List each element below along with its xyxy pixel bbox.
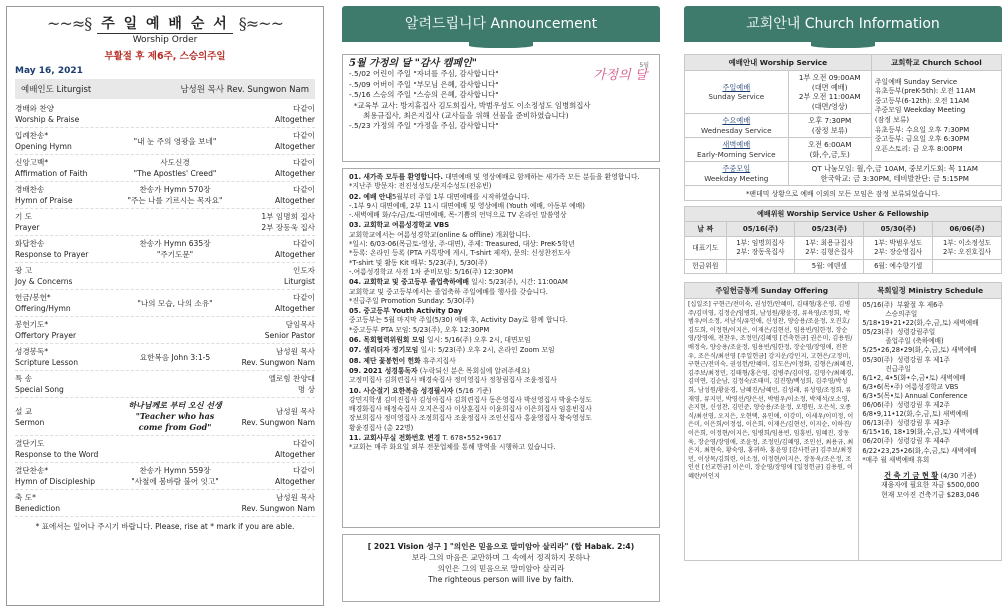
order-row (15, 182, 315, 209)
schedule-line: *매주 월 새벽예배 휴회 (862, 455, 930, 464)
order-leader-2: 2부 장동욱 집사 (261, 223, 315, 232)
order-name-ko: 경배찬송 (15, 185, 45, 194)
news-item (349, 307, 653, 335)
order-name (15, 492, 125, 514)
vision-line: The righteous person will live by faith. (428, 575, 574, 584)
news-body: 5월부터 주일 1부 대면예배를 시작하였습니다. -.1부 9시 대면예배, 2부 11시 대면예배 및 영상예배 (Youth 예배, 아동부 예배) -.새벽예배 화/수/금/토-대면예배, 목-기쁨의 언덕으로 TV 온라인 말씀영상 (349, 192, 585, 220)
order-name (15, 438, 125, 460)
order-leader-2: Liturgist (284, 277, 315, 286)
order-name-en: Hymn of Praise (15, 196, 73, 205)
order-row (15, 436, 315, 463)
building-fund-title: 건 축 기 금 현 황 (884, 470, 939, 480)
order-name-ko: 기 도 (15, 212, 33, 221)
order-name (15, 465, 125, 487)
usher-label: 대표기도 (685, 237, 727, 260)
order-leader-2: Rev. Sungwon Nam (241, 358, 315, 367)
schedule-line: 05/16(주) 부활절 후 제6주 (862, 301, 944, 309)
schedule-line: 스승의주일 (862, 310, 918, 319)
vision-lines (349, 552, 653, 585)
order-leader-1: 다같이 (292, 439, 315, 448)
order-leader-1: 인도자 (292, 266, 315, 275)
news-body: 일시: 5/23(주), 시간: 11:00AM 교회학교 및 중고등부에서는 졸업축하 주일예배를 행사를 갖습니다. *진급주일 Promotion Sunday: 5/30(주) (349, 278, 568, 305)
order-leader-2: Altogether (274, 450, 315, 459)
order-row (15, 128, 315, 155)
order-leader-1: 다같이 (292, 131, 315, 140)
announcement-banner: 알려드립니다 Announcement (342, 6, 660, 42)
usher-cell: 1부: 임명희집사 2부: 장동욱집사 (726, 237, 795, 260)
order-name-en: Scripture Lesson (15, 358, 79, 367)
order-name-ko: 헌금/봉헌* (15, 293, 51, 302)
svc-sunday-time: 1부 오전 09:00AM (대면 예배) 2부 오전 11:00AM (대면/영상) (788, 71, 871, 114)
order-name-ko: 광 고 (15, 266, 33, 275)
order-leader (225, 319, 315, 341)
order-leader-1: 다같이 (292, 158, 315, 167)
order-row (15, 398, 315, 436)
order-detail: 찬송가 Hymn 559장 "사철에 봄바람 불어 잇고" (131, 466, 219, 486)
order-leader-1: 다같이 (292, 104, 315, 113)
news-body: 휴주지집사 (420, 356, 456, 365)
schedule-line: 6/8•9,11•12(화,수,금,토) 새벽예배 (862, 410, 969, 419)
order-leader-2: Altogether (274, 477, 315, 486)
news-item (349, 221, 653, 277)
church-info-panel (684, 6, 1002, 606)
order-list (15, 101, 315, 517)
may-line: -.5/23 가정의 주일 "가정을 주심, 감사합니다" (349, 121, 499, 131)
schedule-line: 05/30(주) 성령강림 후 제1주 (862, 355, 951, 364)
order-leader-1: 다같이 (292, 293, 315, 302)
usher-cell: 5월: 에덴셀 (795, 260, 864, 274)
schedule-header: 목회일정 Ministry Schedule (859, 283, 1002, 299)
usher-date: 05/23(주) (795, 222, 864, 237)
svc-sunday-name: 주일예배 Sunday Service (685, 71, 789, 114)
liturgist-name: 남성원 목사 Rev. Sungwon Nam (180, 85, 309, 95)
order-name (15, 157, 125, 179)
usher-cell (933, 260, 1002, 274)
order-leader (225, 211, 315, 233)
order-name (15, 211, 125, 233)
order-leader-2: Altogether (274, 142, 315, 151)
usher-label: 헌금위원 (685, 260, 727, 274)
usher-table (684, 206, 1002, 274)
order-name-en: Special Song (15, 385, 64, 394)
order-name-en: Affirmation of Faith (15, 169, 88, 178)
ornament-right: §≈~~ (238, 14, 283, 33)
order-leader (225, 103, 315, 125)
order-name-ko: 특 송 (15, 374, 33, 383)
usher-cell: 1부: 최용규집사 2부: 김형은집사 (795, 237, 864, 260)
order-leader (225, 346, 315, 368)
news-body: 일시: 5/16(주) 오후 2시, 대면모임 (424, 336, 531, 345)
schedule-line: 06/13(주) 성령강림 후 제3주 (862, 419, 951, 428)
news-body: T. 678•552•9617 *교회는 매주 화요일 외부 전문업체를 통해 방역을 시행하고 있습니다. (349, 434, 556, 452)
order-leader-1: 다같이 (292, 185, 315, 194)
worship-service-table (684, 54, 1002, 201)
usher-row-prayer (685, 237, 1002, 260)
title-row (15, 13, 315, 34)
order-leader-2: 명 상 (297, 385, 315, 394)
order-leader (225, 238, 315, 260)
order-name-en: Response to the Word (15, 450, 99, 459)
order-leader (225, 373, 315, 395)
order-leader (225, 265, 315, 287)
worship-header: 예배안내 Worship Service (685, 55, 872, 71)
schedule-line: 5/25•26,28•29(화,수,금,토) 새벽예배 (862, 346, 977, 355)
ministry-schedule (859, 299, 1002, 561)
news-body: 대면예배 및 영상예배로 함께하는 새가족 모든 분들을 환영합니다. *지난주 방문자: 전진성성도/문지수성도(전유빈) (349, 173, 640, 191)
usher-date-row (685, 222, 1002, 237)
news-item (349, 193, 653, 221)
order-name-en: Hymn of Discipleship (15, 477, 96, 486)
worship-order-panel (6, 6, 324, 606)
order-name (15, 103, 125, 125)
order-name-en: Benediction (15, 504, 61, 513)
page-title: 주 일 예 배 순 서 (97, 13, 233, 34)
svc-wednesday-time: 오후 7:30PM (잠정 보류) (788, 114, 871, 138)
usher-date: 05/16(주) (726, 222, 795, 237)
building-fund-goal: 재융자에 필요한 자금 $500,000 (881, 481, 980, 490)
usher-cell (726, 260, 795, 274)
schedule-line: 6/22•23,25•26(화,수,금,토) 새벽예배 (862, 446, 977, 455)
news-item (349, 346, 653, 355)
building-fund-current: 현재 모아진 건축기금 $283,046 (881, 490, 980, 499)
news-item (349, 173, 653, 192)
news-item (349, 434, 653, 453)
order-leader-2: Rev. Sungwon Nam (241, 504, 315, 513)
page-subtitle: Worship Order (132, 35, 198, 45)
order-row (15, 490, 315, 517)
news-body: 중고등부는 5월 마지막 주일(5/30) 예배 후, Activity Day로 함께 합니다. *중고등부 PTA 모임: 5/23(주), 오후 12:30PM (349, 316, 568, 334)
news-body: 교회학교에서는 여름성경학교(online & offline) 개최합니다. *일시: 6/03-06(목금토-영상, 주-대면), 주제: Treasured, 대상: PreK-5학년 *등록: 온라인 등록 (PTA 카톡방에 게시, T-shirt 제작), 문의: 신성찬전도사 *T-shirt 및 활동 Kit 배부: 5/23(주), 5/30(주) -.여름성경학교 사전 1차 준비모임: 5/16(주) 12:30PM (349, 230, 575, 276)
news-item (349, 387, 653, 433)
order-row (15, 209, 315, 236)
ornament-left: ~~≈§ (47, 14, 92, 33)
order-leader-2: Senior Pastor (264, 331, 315, 340)
order-name-en: Joy & Concerns (15, 277, 73, 286)
svc-weekday-name: 주중모임 Weekday Meeting (685, 162, 789, 186)
order-row (15, 463, 315, 490)
order-name-ko: 화답찬송 (15, 239, 45, 248)
usher-date: 05/30(주) (864, 222, 933, 237)
service-date: May 16, 2021 (15, 66, 83, 76)
school-header: 교회학교 Church School (871, 55, 1001, 71)
order-row (15, 317, 315, 344)
news-title: 09. 2021 성경통독자 (349, 366, 418, 375)
order-row (15, 155, 315, 182)
liturgist-label: 예배인도 Liturgist (21, 85, 92, 95)
news-title: 05. 중고등부 Youth Activity Day (349, 307, 463, 316)
order-detail: "내 눈 주의 영광을 보네" (133, 136, 217, 146)
news-title: 06. 목회협력위원회 모임 (349, 336, 425, 345)
may-line: -.5/09 어버이 주일 "부모님 은혜, 감사합니다" (349, 79, 499, 89)
order-leader-2: Altogether (274, 169, 315, 178)
order-leader (225, 492, 315, 514)
may-line: 최용규집사, 최은지집사 (교사들을 위해 선물을 준비하였습니다) (349, 111, 569, 121)
order-name (15, 184, 125, 206)
svc-weekday-time: QT 나눔모임: 월,수,금 10AM, 중보기도회: 목 11AM 한국학교: 금 3:30PM, 테비발찬단: 금 5:15PM (788, 162, 1001, 186)
liturgist-bar (15, 79, 315, 99)
order-name-en: Prayer (15, 223, 40, 232)
order-name-ko: 축 도* (15, 493, 36, 502)
usher-cell: 6월: 예수향기셀 (864, 260, 933, 274)
order-name-en: Sermon (15, 417, 45, 427)
order-leader (225, 184, 315, 206)
order-name-ko: 경배와 찬양 (15, 104, 55, 113)
news-title: 04. 교회학교 및 중고등부 졸업축하예배 (349, 278, 469, 287)
order-leader-2: Altogether (274, 196, 315, 205)
news-title: 07. 셀리더자 정기모임 (349, 346, 419, 355)
vision-line: 보라 그의 마음은 교만하며 그 속에서 정직하지 못하나 (411, 553, 591, 562)
order-leader-1: 다같이 (292, 239, 315, 248)
vision-title: [ 2021 Vision 성구 ] "의인은 믿음으로 말미암아 살리라" (합 Habak. 2:4) (367, 542, 635, 551)
schedule-lines (862, 301, 998, 465)
offering-list: [십일조] 구현근/전미숙, 권성헌/안혜미, 김태형/홍은영, 김병주/김미영, 김정순/임병희, 남성원/황윤경, 류육영/조정희, 박범우/이소정, 서남식/유인애, 신성찬, 양승용/조윤정, 오진호/김도희, 이정현/이지은, 이재은/김현선, 임용빈/임한정, 장순영/장영애, 전찬우, 조정민/김혜영 [건축헌금] 권은미, 김용원/배정숙, 양승용/조윤정, 임용빈/임한정, 장순영/장영애, 전찬우, 조은식/최선영 [주일헌금] 강지운/강민지, 고현은/고정미, 구현근/전미숙, 권성헌/안혜미, 김도은/이정화, 김형은/최혜진, 김주보/최정민, 김태형/홍은영, 김병주/김미영, 김영수/최혜경, 김미연, 김순남, 김정숙/조태미, 김진향/백성희, 김주영/박성희, 남성원/황윤경, 남혜진/남혜민, 김성래, 류성영/조정희, 류재영, 류지민, 박영선/양은선, 박범우/이소정, 박제석/오소영, 손지현, 신성찬, 김민준, 양승용/조윤정, 오명원, 오은석, 오종식/최선영, 오지은, 오현택, 유인애, 이강미, 이세우/이미정, 이은미, 이은희/이정섭, 이은희, 이재은/김현선, 이지순, 이하진/이은희, 이정현/이지은, 임병희/임용빈, 임흥빈, 임혜진, 장동욱, 장순영/장영애, 조윤정, 조정민/김혜영, 조인선, 최용규, 최은지, 최현숙, 황숙영, 홍귀하, 홍윤영 [감사헌금] 김주보/최정민, 이상목/김희련, 이소정, 이정현/이지은, 장동욱/조은정, 조인선 [선교헌금] 이은미, 장순영/장영애 [일정헌금] 김용원, 이혜란/이인지 (685, 299, 859, 561)
order-name-en: Worship & Praise (15, 115, 80, 124)
announcement-panel (342, 6, 660, 606)
order-detail: 사도신경 "The Apostles' Creed" (133, 158, 217, 178)
schedule-line: 진급주일 (862, 364, 911, 373)
news-body: (누락되신 분은 목회실에 알려주세요) 고정미집사 김희련집사 배경숙집사 정미영집사 정창림집사 조윤정집사 (349, 366, 557, 385)
church-info-banner: 교회안내 Church Information (684, 6, 1002, 42)
order-name-en: Offertory Prayer (15, 331, 77, 340)
may-line: -.5/02 어린이 주일 "자녀를 주심, 감사합니다" (349, 69, 499, 79)
vision-verse-box (342, 534, 660, 602)
order-leader (225, 406, 315, 428)
order-name-ko: 결단기도 (15, 439, 45, 448)
order-name-ko: 결단찬송* (15, 466, 49, 475)
order-leader-2: Altogether (274, 304, 315, 313)
offering-schedule-table (684, 282, 1002, 561)
news-item (349, 336, 653, 345)
schedule-line: 5/18•19•21•22(화,수,금,토) 새벽예배 (862, 319, 979, 328)
building-fund-date: (4/30 기준) (940, 471, 977, 480)
order-name (15, 373, 125, 395)
order-leader-2: Altogether (274, 250, 315, 259)
order-name-ko: 성경봉독* (15, 347, 49, 356)
news-body: (5/16 기준) 강민지학생 김미진집사 김성아집사 김희련집사 동은영집사 박선영집사 박윤수성도 배경화집사 배정숙집사 오지은집사 이상훈집사 이윤희집사 이은희집사 임흥빈집사 장보희집사 정미영집사 조정희집사 조윤정집사 조인선집사 홍윤영집사 황숙영성도 황윤경집사 (총 22명) (349, 386, 592, 432)
svc-wednesday-name: 수요예배 Wednesday Service (685, 114, 789, 138)
news-item (349, 357, 653, 366)
order-leader-1: 엘로힘 찬양대 (268, 374, 315, 383)
schedule-line: 6/15•16, 18•19(화,수,금,토) 새벽예배 (862, 428, 979, 437)
order-leader (225, 292, 315, 314)
order-name (15, 130, 125, 152)
news-item (349, 278, 653, 306)
vision-line: 의인은 그의 믿음으로 말미암아 살리라 (437, 564, 565, 573)
news-title: 08. 제단 꽃봉헌이 헌화 (349, 356, 421, 365)
order-name (15, 265, 125, 287)
schedule-line: 06/06(주) 성령강림 후 제2주 (862, 401, 951, 410)
order-leader (225, 130, 315, 152)
order-detail: 하나님께로 부터 오신 선생 "Teacher who has come from God" (128, 400, 222, 432)
order-row (15, 371, 315, 398)
news-title: 01. 새가족 모두를 환영합니다. (349, 173, 443, 181)
order-row (15, 263, 315, 290)
news-item (349, 367, 653, 386)
pandemic-notice: *팬데믹 상황으로 예배 이외의 모든 모임은 잠정 보류되었습니다. (685, 186, 1002, 201)
order-name-ko: 입례찬송* (15, 131, 49, 140)
order-name-en: Opening Hymn (15, 142, 72, 151)
order-name (15, 292, 125, 314)
order-row (15, 236, 315, 263)
usher-date: 06/06(주) (933, 222, 1002, 237)
schedule-line: 졸업주일 (축하예배) (862, 337, 944, 346)
schedule-line: 06/20(주) 성령강림 후 제4주 (862, 437, 951, 446)
sunday-theme: 부활절 후 제6주, 스승의주일 (104, 51, 226, 62)
order-leader-1: 다같이 (292, 466, 315, 475)
order-leader-1: 남성원 목사 (275, 493, 315, 502)
order-leader-1: 1부 임명희 집사 (261, 212, 315, 221)
may-line: -.5/16 스승의 주일 "스승의 은혜, 감사합니다" (349, 90, 499, 100)
schedule-line: 6/3•5(목•토) Annual Conference (862, 391, 968, 400)
order-detail: 찬송가 Hymn 635장 "주기도문" (139, 239, 211, 259)
order-name-en: Offering/Hymn (15, 304, 71, 313)
news-title: 11. 교회사무실 전화번호 변경 (349, 434, 441, 443)
order-name-ko: 설 교 (15, 406, 33, 416)
may-line: *교육부 교사: 방지휴집사 김도희집사, 박범우성도 이소정성도 임병희집사 (349, 100, 591, 110)
order-name-ko: 봉헌기도* (15, 320, 49, 329)
order-row (15, 290, 315, 317)
building-fund (862, 471, 998, 501)
news-list (342, 168, 660, 528)
svc-dawn-name: 새벽예배 Early-Morning Service (685, 138, 789, 162)
order-detail: 요한복음 John 3:1-5 (139, 352, 211, 362)
order-row (15, 344, 315, 371)
order-leader-1: 남성원 목사 (275, 406, 315, 416)
standing-note: * 표에서는 일어나 주시기 바랍니다. Please, rise at * mark if you are able. (35, 522, 295, 531)
order-leader-2: Rev. Sungwon Nam (241, 417, 315, 427)
usher-date: 날 짜 (685, 222, 727, 237)
svc-dawn-time: 오전 6:00AM (화,수,금,토) (788, 138, 871, 162)
schedule-line: 6/3•6(목•주) 여름성경학교 VBS (862, 382, 959, 391)
news-title: 10. 사순절기 요한복음 성경필사자 (349, 386, 454, 395)
order-leader (225, 438, 315, 460)
order-leader (225, 465, 315, 487)
may-campaign-title: 5월 가정의 달 "감사 캠페인" (349, 59, 653, 69)
order-leader-1: 담임목사 (285, 320, 315, 329)
schedule-line: 05/23(주) 성령강림주일 (862, 328, 936, 337)
order-row (15, 101, 315, 128)
usher-cell: 1부: 박범우성도 2부: 장순영집사 (864, 237, 933, 260)
school-schedule: 주일예배 Sunday Service 유초등부(preK-5th): 오전 11AM 중고등부(6-12th): 오전 11AM 주중모임 Weekday Meeting (잠정 보류) 유초등부: 수요일 오후 7:30PM 중고등부: 금요일 오후 6:30PM 오픈스토리: 금 오후 8:00PM (871, 71, 1001, 162)
family-month-logo: 5월 가정의 달 (593, 62, 649, 83)
usher-header: 예배위원 Worship Service Usher & Fellowship (685, 207, 1002, 222)
schedule-line: 6/1•2, 4•5(화•수,금•토) 새벽예배 (862, 373, 966, 382)
news-body: 일시: 5/23(주) 오후 2시, 온라인 Zoom 모임 (418, 346, 555, 355)
order-name-ko: 신앙고백* (15, 158, 49, 167)
may-campaign-box (342, 54, 660, 162)
order-name (15, 406, 125, 428)
usher-row-offering (685, 260, 1002, 274)
news-title: 03. 교회학교 여름성경학교 VBS (349, 221, 450, 230)
order-detail: "나의 모습, 나의 소유" (137, 298, 213, 308)
order-leader (225, 157, 315, 179)
order-detail: 찬송가 Hymn 570장 "주는 나를 기르시는 목자요" (127, 185, 223, 205)
order-name (15, 346, 125, 368)
usher-cell: 1부: 이소정성도 2부: 오진호집사 (933, 237, 1002, 260)
order-name (15, 238, 125, 260)
order-leader-1: 남성원 목사 (275, 347, 315, 356)
order-leader-2: Altogether (274, 115, 315, 124)
offering-header: 주일헌금통계 Sunday Offering (685, 283, 859, 299)
order-name (15, 319, 125, 341)
order-name-en: Response to Prayer (15, 250, 89, 259)
news-title: 02. 예배 안내 (349, 192, 393, 201)
